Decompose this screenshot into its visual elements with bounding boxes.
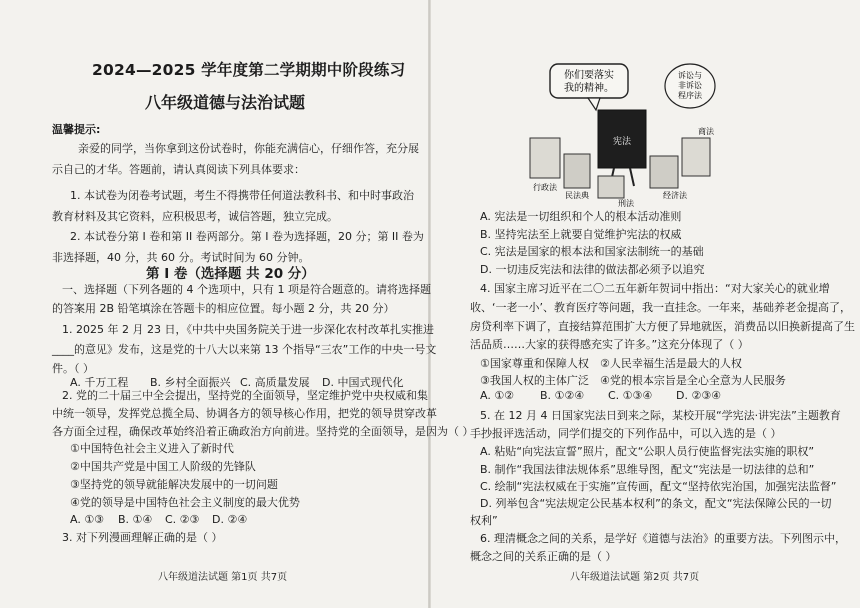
q4-stem: 活品质……大家的获得感充实了许多。”这充分体现了（ ）: [470, 338, 749, 351]
exam-title: 2024—2025 学年度第二学期期中阶段练习: [92, 61, 406, 79]
bubble-text-1: 你们要落实: [564, 70, 614, 81]
page-footer: 八年级道法试题 第2页 共7页: [570, 572, 700, 583]
label-xingzhengfa: 行政法: [533, 183, 557, 192]
page-footer: 八年级道法试题 第1页 共7页: [158, 572, 288, 583]
q5-stem: 手抄报评选活动，同学们提交的下列作品中，可以入选的是（ ）: [470, 427, 782, 440]
q2-item: ③坚持党的领导就能解决发展中的一切问题: [70, 478, 278, 491]
q5-option-c: C. 绘制“宪法权威在于实施”宣传画，配文“坚持依宪治国，加强宪法监督”: [480, 480, 837, 493]
q4-option-a: A. ①②: [480, 389, 515, 402]
q4-stem: 4. 国家主席习近平在二〇二五年新年贺词中指出：“对大家关心的就业增: [480, 282, 830, 295]
q1-stem: 1. 2025 年 2 月 23 日，《中共中央国务院关于进一步深化农村改革扎实推进: [62, 323, 434, 336]
tips-line: 教育材料及其它资料，应积极思考，诚信答题，独立完成。: [52, 210, 338, 223]
tips-line: 2. 本试卷分第 I 卷和第 II 卷两部分。第 I 卷为选择题，20 分；第 II 卷为: [70, 230, 424, 243]
page-2: [430, 0, 860, 608]
label-jingjifa: 经济法: [663, 191, 687, 200]
tips-line: 非选择题，40 分，共 60 分。考试时间为 60 分钟。: [52, 251, 310, 264]
q4-option-b: B. ①②④: [540, 389, 585, 402]
q5-stem: 5. 在 12 月 4 日国家宪法日到来之际，某校开展“学宪法·讲宪法”主题教育: [480, 409, 841, 422]
q2-stem: 各方面全过程，确保改革始终沿着正确政治方向前进。坚持党的全面领导，是因为（ ）: [52, 425, 474, 438]
instructions-line: 一、选择题（下列各题的 4 个选项中，只有 1 项是符合题意的。请将选择题: [62, 283, 431, 296]
q4-item: ②人民幸福生活是最大的人权: [600, 357, 742, 370]
q2-option-d: D. ②④: [212, 513, 248, 526]
label-shangfa: 商法: [698, 127, 714, 136]
q1-option-d: D. 中国式现代化: [322, 376, 404, 389]
label-minfadian: 民法典: [565, 191, 589, 200]
tips-line: 1. 本试卷为闭卷考试题，考生不得携带任何道法教科书、和中时事政治: [70, 189, 414, 202]
q2-stem: 中统一领导，发挥党总揽全局、协调各方的领导核心作用，把党的领导贯穿改革: [52, 407, 437, 420]
bubble-right-2: 非诉讼: [678, 81, 702, 90]
q2-option-b: B. ①④: [118, 513, 153, 526]
bubble-text-2: 我的精神。: [564, 83, 614, 94]
q2-option-c: C. ②③: [165, 513, 200, 526]
q2-item: ④党的领导是中国特色社会主义制度的最大优势: [70, 496, 300, 509]
q2-item: ①中国特色社会主义进入了新时代: [70, 442, 234, 455]
q3-option-a: A. 宪法是一切组织和个人的根本活动准则: [480, 210, 682, 223]
center-book-label: 宪法: [612, 137, 632, 147]
q5-option-d: D. 列举包含“宪法规定公民基本权利”的条文，配文“宪法保障公民的一切: [480, 497, 832, 510]
q4-item: ③我国人权的主体广泛: [480, 374, 589, 387]
q3-stem: 3. 对下列漫画理解正确的是（ ）: [62, 531, 223, 544]
q4-item: ①国家尊重和保障人权: [480, 357, 589, 370]
cartoon-illustration: [510, 58, 740, 208]
q3-option-d: D. 一切违反宪法和法律的做法都必须予以追究: [480, 263, 705, 276]
q4-item: ④党的根本宗旨是全心全意为人民服务: [600, 374, 786, 387]
q5-option-a: A. 粘贴“向宪法宣誓”照片，配文“公职人员行使监督宪法实施的职权”: [480, 445, 815, 458]
bubble-right-3: 程序法: [678, 91, 702, 100]
q1-option-a: A. 千万工程: [70, 376, 129, 389]
q3-option-b: B. 坚持宪法至上就要自觉维护宪法的权威: [480, 228, 682, 241]
section-title: 第 I 卷（选择题 共 20 分）: [146, 266, 315, 282]
q4-stem: 房贷利率下调了，直接结算范围扩大方便了异地就医，消费品以旧换新提高了生: [470, 320, 855, 333]
q5-option-b: B. 制作“我国法律法规体系”思维导图，配文“宪法是一切法律的总和”: [480, 463, 815, 476]
exam-subtitle: 八年级道德与法治试题: [145, 93, 306, 112]
q2-option-a: A. ①③: [70, 513, 105, 526]
q1-option-b: B. 乡村全面振兴: [150, 376, 231, 389]
q2-item: ②中国共产党是中国工人阶级的先锋队: [70, 460, 256, 473]
q6-stem: 6. 理清概念之间的关系，是学好《道德与法治》的重要方法。下列图示中，: [480, 532, 846, 545]
q1-stem: ____的意见》发布，这是党的十八大以来第 13 个指导“三农”工作的中央一号文: [52, 343, 437, 356]
q6-stem: 概念之间的关系正确的是（ ）: [470, 550, 617, 563]
q4-option-d: D. ②③④: [676, 389, 722, 402]
q1-option-c: C. 高质量发展: [240, 376, 310, 389]
q4-option-c: C. ①③④: [608, 389, 653, 402]
q1-stem: 件。（ ）: [52, 362, 94, 375]
q4-stem: 收、‘一老一小’、教育医疗等问题，我一直挂念。一年来，基础养老金提高了，: [470, 301, 851, 314]
q3-option-c: C. 宪法是国家的根本法和国家法制统一的基础: [480, 245, 704, 258]
label-xingfa: 刑法: [618, 199, 634, 208]
q5-option-d-cont: 权利”: [470, 514, 498, 527]
tips-line: 示自己的才华。答题前，请认真阅读下列具体要求：: [52, 163, 305, 176]
tips-line: 亲爱的同学，当你拿到这份试卷时，你能充满信心，仔细作答，充分展: [78, 142, 419, 155]
bubble-right-1: 诉讼与: [678, 71, 702, 80]
instructions-line: 的答案用 2B 铅笔填涂在答题卡的相应位置。每小题 2 分，共 20 分）: [52, 302, 395, 315]
tips-heading: 温馨提示:: [52, 123, 101, 136]
q2-stem: 2. 党的二十届三中全会提出，坚持党的全面领导，坚定维护党中央权威和集: [62, 389, 428, 402]
